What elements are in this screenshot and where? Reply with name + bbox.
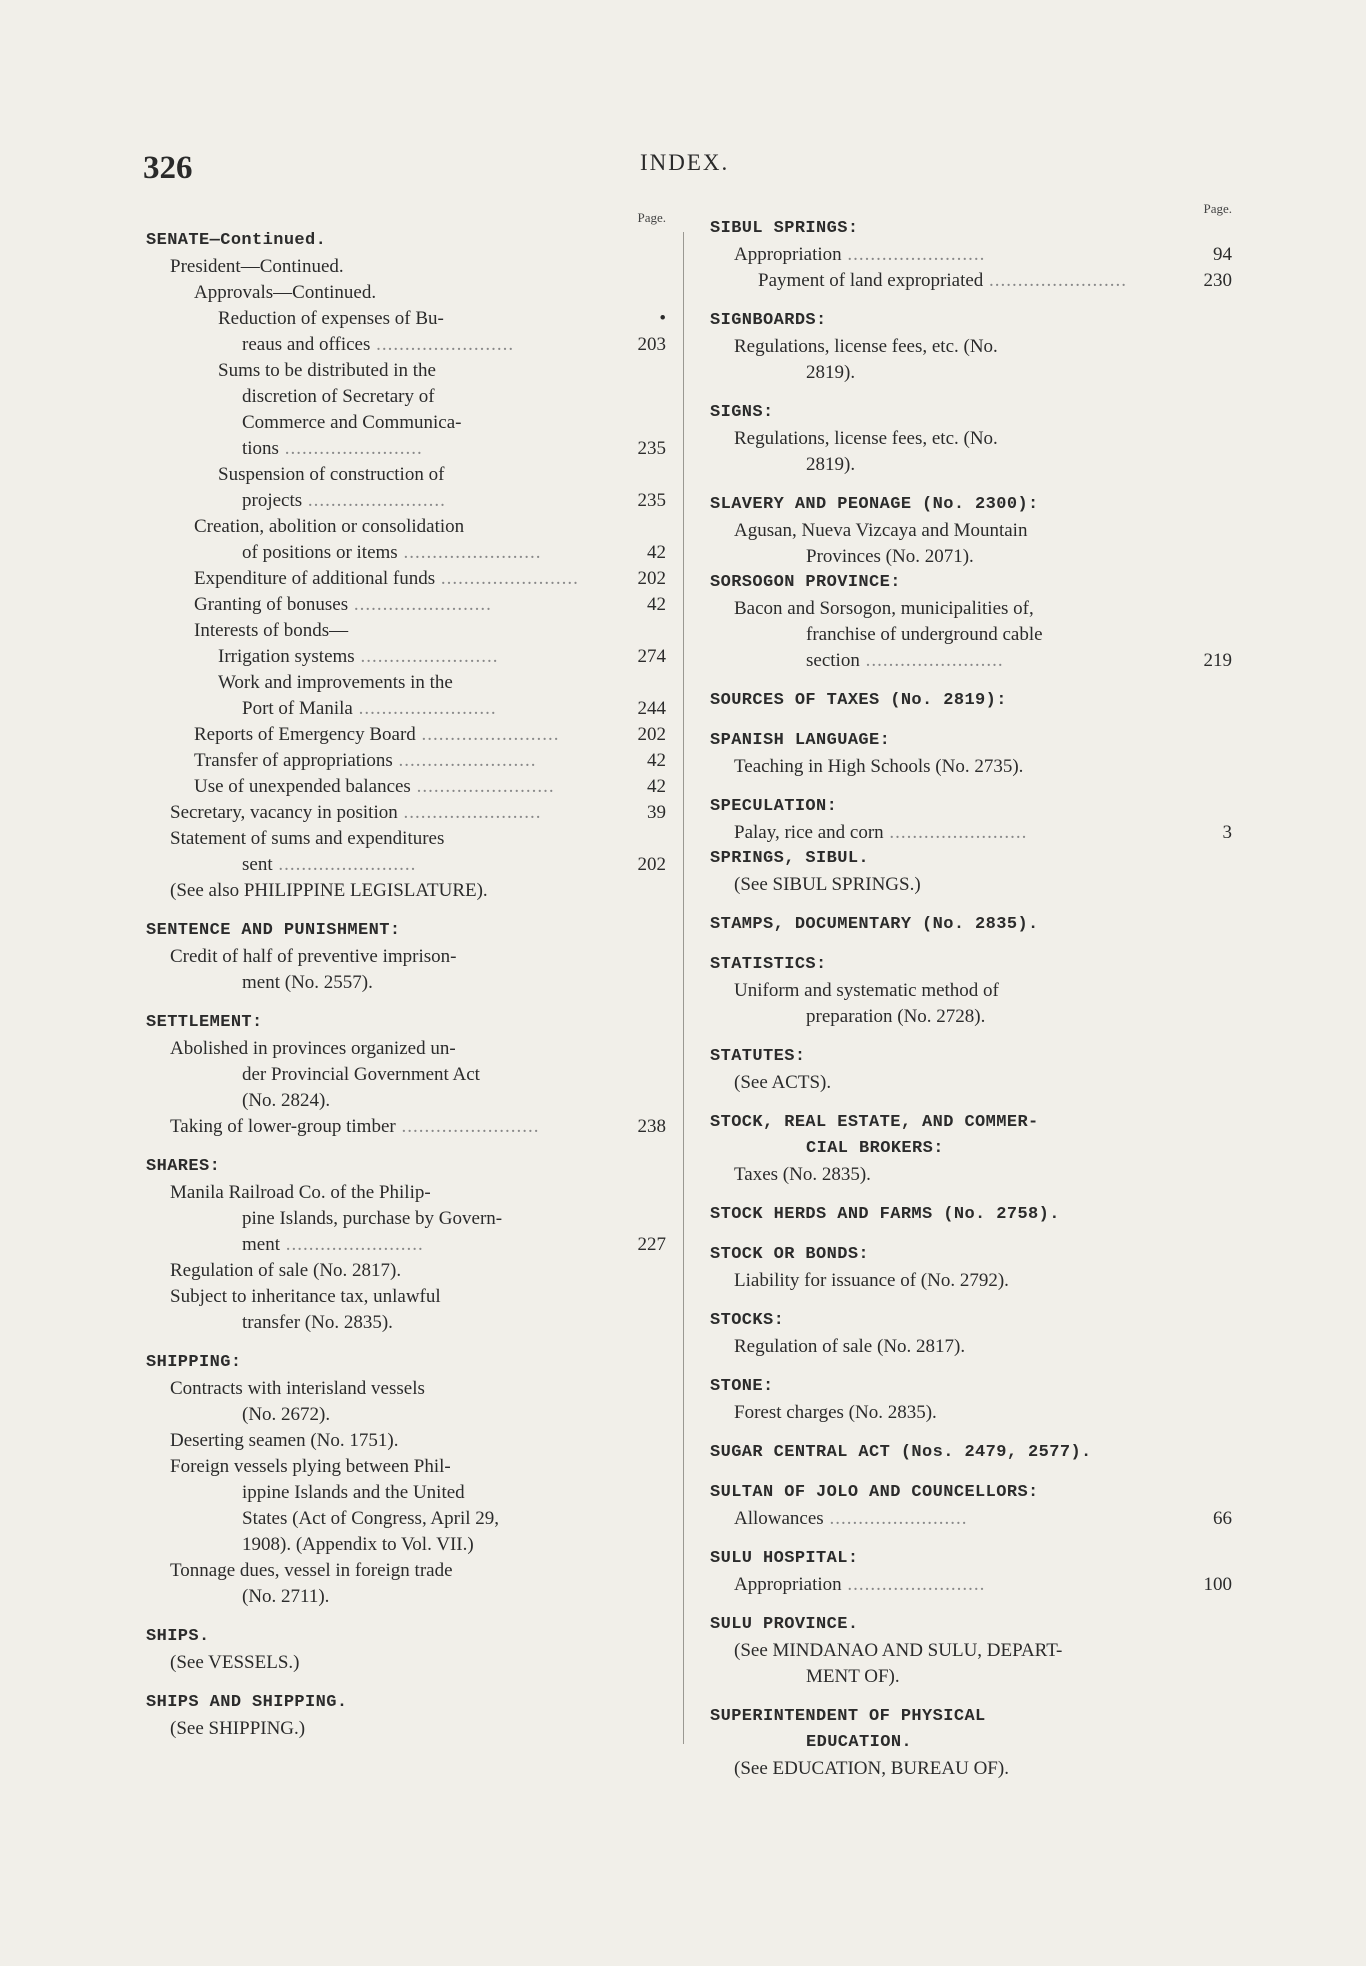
index-entry — [146, 1402, 666, 1428]
entry-text: Allowances — [734, 1508, 824, 1529]
index-entry — [146, 618, 666, 644]
entry-text: STOCK OR BONDS: — [710, 1245, 870, 1264]
index-entry — [146, 1376, 666, 1402]
page-ref: 202 — [637, 568, 666, 589]
entry-text: (No. 2824). — [242, 1090, 331, 1111]
entry-text: STATUTES: — [710, 1047, 806, 1066]
entry-text: Suspension of construction of — [218, 464, 445, 485]
index-entry — [146, 1584, 666, 1610]
dot-leader: ........................ — [370, 334, 515, 355]
entry-text: Credit of half of preventive imprison- — [170, 946, 457, 967]
index-entry — [710, 820, 1232, 846]
index-entry — [710, 452, 1232, 478]
entry-text: SHIPS AND SHIPPING. — [146, 1693, 348, 1712]
entry-text: SORSOGON PROVINCE: — [710, 573, 901, 592]
page-ref: 39 — [647, 802, 666, 823]
index-entry — [710, 1572, 1232, 1598]
entry-text: Palay, rice and corn — [734, 822, 884, 843]
entry-text: Regulation of sale (No. 2817). — [170, 1260, 402, 1281]
entry-text: ment (No. 2557). — [242, 972, 373, 993]
page-number: 326 — [143, 150, 193, 186]
index-entry — [146, 358, 666, 384]
index-entry — [146, 1506, 666, 1532]
index-entry — [146, 1232, 666, 1258]
index-entry — [146, 436, 666, 462]
entry-text: STOCKS: — [710, 1311, 785, 1330]
index-entry — [146, 1206, 666, 1232]
entry-text: ippine Islands and the United — [242, 1482, 465, 1503]
entry-text: SUGAR CENTRAL ACT (Nos. 2479, 2577). — [710, 1443, 1092, 1462]
page-ref: 238 — [637, 1116, 666, 1137]
entry-text: preparation (No. 2728). — [806, 1006, 986, 1027]
index-heading — [710, 570, 1232, 596]
entry-text: (See VESSELS.) — [170, 1652, 300, 1673]
dot-leader: ........................ — [397, 802, 542, 823]
page-ref: 202 — [637, 854, 666, 875]
index-entry — [146, 1062, 666, 1088]
index-heading — [710, 1308, 1232, 1334]
index-column-left — [146, 198, 666, 1742]
page-ref: 219 — [1203, 650, 1232, 671]
index-heading — [710, 1202, 1232, 1228]
page-ref: 42 — [647, 776, 666, 797]
entry-text: EDUCATION. — [806, 1733, 913, 1752]
entry-text: SIGNS: — [710, 403, 774, 422]
index-heading — [710, 1480, 1232, 1506]
entry-text: CIAL BROKERS: — [806, 1139, 944, 1158]
entry-text: STOCK, REAL ESTATE, AND COMMER- — [710, 1113, 1039, 1132]
index-heading — [146, 1690, 666, 1716]
running-head: INDEX. — [640, 150, 730, 175]
index-entry — [710, 596, 1232, 622]
entry-text: Port of Manila — [242, 698, 353, 719]
entry-text: Tonnage dues, vessel in foreign trade — [170, 1560, 453, 1581]
index-entry — [710, 1162, 1232, 1188]
page-ref: 3 — [1222, 822, 1232, 843]
index-entry — [146, 696, 666, 722]
entry-text: Uniform and systematic method of — [734, 980, 999, 1001]
entry-text: Regulations, license fees, etc. (No. — [734, 336, 998, 357]
entry-text: Teaching in High Schools (No. 2735). — [734, 756, 1024, 777]
entry-text: (See SHIPPING.) — [170, 1718, 306, 1739]
index-heading — [710, 1044, 1232, 1070]
index-entry — [710, 1400, 1232, 1426]
index-entry — [710, 622, 1232, 648]
index-heading — [710, 308, 1232, 334]
left-entries — [146, 198, 666, 1742]
index-entry — [146, 1088, 666, 1114]
entry-text: SULTAN OF JOLO AND COUNCELLORS: — [710, 1483, 1039, 1502]
entry-text: (See ACTS). — [734, 1072, 832, 1093]
index-heading — [146, 1154, 666, 1180]
index-entry — [146, 1036, 666, 1062]
dot-leader: ........................ — [823, 1508, 968, 1529]
index-entry — [146, 644, 666, 670]
dot-leader: ........................ — [410, 776, 555, 797]
index-entry — [146, 1428, 666, 1454]
entry-text: Secretary, vacancy in position — [170, 802, 398, 823]
entry-text: Payment of land expropriated — [758, 270, 984, 291]
entry-text: Irrigation systems — [218, 646, 355, 667]
entry-text: (See SIBUL SPRINGS.) — [734, 874, 921, 895]
dot-leader: ........................ — [859, 650, 1004, 671]
index-entry — [146, 1284, 666, 1310]
index-entry — [710, 268, 1232, 294]
dot-leader: ........................ — [354, 646, 499, 667]
entry-text: Granting of bonuses — [194, 594, 349, 615]
index-heading — [146, 918, 666, 944]
index-entry — [146, 748, 666, 774]
entry-text: STATISTICS: — [710, 955, 827, 974]
entry-text: of positions or items — [242, 542, 398, 563]
index-heading — [710, 216, 1232, 242]
index-entry — [146, 774, 666, 800]
entry-text: Reports of Emergency Board — [194, 724, 416, 745]
entry-text: STAMPS, DOCUMENTARY (No. 2835). — [710, 915, 1039, 934]
entry-text: Subject to inheritance tax, unlawful — [170, 1286, 441, 1307]
index-entry — [146, 1114, 666, 1140]
page-ref: 203 — [637, 334, 666, 355]
index-heading — [710, 1110, 1232, 1136]
dot-leader: ........................ — [983, 270, 1128, 291]
index-entry — [146, 332, 666, 358]
entry-text: Abolished in provinces organized un- — [170, 1038, 456, 1059]
dot-leader: ........................ — [302, 490, 446, 511]
index-heading — [710, 1440, 1232, 1466]
right-entries — [710, 198, 1232, 1782]
index-heading — [710, 1136, 1232, 1162]
index-entry — [146, 592, 666, 618]
entry-text: SENTENCE AND PUNISHMENT: — [146, 921, 401, 940]
entry-text: SUPERINTENDENT OF PHYSICAL — [710, 1707, 986, 1726]
entry-text: 1908). (Appendix to Vol. VII.) — [242, 1534, 474, 1555]
entry-text: Reduction of expenses of Bu- — [218, 308, 444, 329]
index-entry — [710, 1638, 1232, 1664]
index-heading — [146, 228, 666, 254]
entry-text: Deserting seamen (No. 1751). — [170, 1430, 399, 1451]
entry-text: Liability for issuance of (No. 2792). — [734, 1270, 1009, 1291]
index-entry — [710, 1268, 1232, 1294]
dot-leader: ........................ — [435, 568, 579, 589]
entry-text: President—Continued. — [170, 256, 344, 277]
dot-leader: ........................ — [352, 698, 497, 719]
entry-text: States (Act of Congress, April 29, — [242, 1508, 500, 1529]
index-entry — [710, 242, 1232, 268]
index-entry — [146, 1650, 666, 1676]
entry-text: projects — [242, 490, 303, 511]
page-column-label: Page. — [1203, 201, 1232, 216]
index-entry — [710, 1070, 1232, 1096]
dot-leader: ........................ — [278, 438, 423, 459]
entry-text: pine Islands, purchase by Govern- — [242, 1208, 503, 1229]
entry-text: Work and improvements in the — [218, 672, 453, 693]
page-ref: 244 — [637, 698, 666, 719]
entry-text: STONE: — [710, 1377, 774, 1396]
index-entry — [146, 1454, 666, 1480]
entry-text: SETTLEMENT: — [146, 1013, 263, 1032]
entry-text: SOURCES OF TAXES (No. 2819): — [710, 691, 1007, 710]
dot-leader: ........................ — [841, 244, 986, 265]
index-heading — [710, 1704, 1232, 1730]
dot-leader: ........................ — [883, 822, 1028, 843]
entry-text: SIBUL SPRINGS: — [710, 219, 859, 238]
index-entry — [710, 518, 1232, 544]
dot-leader: ........................ — [397, 542, 542, 563]
entry-text: Provinces (No. 2071). — [806, 546, 974, 567]
page-ref: • — [659, 308, 666, 329]
entry-text: SPANISH LANGUAGE: — [710, 731, 891, 750]
index-entry — [710, 648, 1232, 674]
index-entry — [710, 334, 1232, 360]
index-entry — [146, 514, 666, 540]
entry-text: Transfer of appropriations — [194, 750, 393, 771]
index-entry — [710, 978, 1232, 1004]
entry-text: der Provincial Government Act — [242, 1064, 480, 1085]
entry-text: STOCK HERDS AND FARMS (No. 2758). — [710, 1205, 1060, 1224]
entry-text: Approvals—Continued. — [194, 282, 377, 303]
index-entry — [146, 462, 666, 488]
index-entry — [146, 970, 666, 996]
entry-text: Statement of sums and expenditures — [170, 828, 445, 849]
index-entry — [146, 254, 666, 280]
dot-leader: ........................ — [392, 750, 537, 771]
entry-text: Appropriation — [734, 244, 842, 265]
entry-text: section — [806, 650, 860, 671]
index-entry — [146, 306, 666, 332]
entry-text: Forest charges (No. 2835). — [734, 1402, 937, 1423]
entry-text: 2819). — [806, 362, 856, 383]
index-entry — [146, 566, 666, 592]
index-entry — [146, 280, 666, 306]
index-entry — [146, 800, 666, 826]
entry-text: Taking of lower-group timber — [170, 1116, 396, 1137]
index-heading — [710, 1546, 1232, 1572]
index-entry — [146, 944, 666, 970]
entry-text: SLAVERY AND PEONAGE (No. 2300): — [710, 495, 1039, 514]
index-heading — [710, 400, 1232, 426]
dot-leader: ........................ — [280, 1234, 424, 1255]
page-ref: 202 — [637, 724, 666, 745]
index-entry — [146, 1532, 666, 1558]
page-ref: 66 — [1213, 1508, 1232, 1529]
page-ref: 230 — [1203, 270, 1232, 291]
index-entry — [710, 872, 1232, 898]
entry-text: tions — [242, 438, 279, 459]
entry-text: SENATE—Continued. — [146, 231, 327, 250]
index-heading — [710, 688, 1232, 714]
index-entry — [146, 1258, 666, 1284]
entry-text: Creation, abolition or consolidation — [194, 516, 465, 537]
entry-text: Regulations, license fees, etc. (No. — [734, 428, 998, 449]
page-ref: 42 — [647, 594, 666, 615]
entry-text: Use of unexpended balances — [194, 776, 411, 797]
entry-text: (No. 2711). — [242, 1586, 330, 1607]
index-heading — [710, 1374, 1232, 1400]
entry-text: reaus and offices — [242, 334, 371, 355]
column-divider — [683, 232, 684, 1744]
entry-text: Foreign vessels plying between Phil- — [170, 1456, 451, 1477]
index-heading — [146, 1010, 666, 1036]
index-entry — [710, 1506, 1232, 1532]
page-ref: 274 — [637, 646, 666, 667]
entry-text: SIGNBOARDS: — [710, 311, 827, 330]
entry-text: Taxes (No. 2835). — [734, 1164, 871, 1185]
entry-text: Commerce and Communica- — [242, 412, 462, 433]
entry-text: (See MINDANAO AND SULU, DEPART- — [734, 1640, 1063, 1661]
dot-leader: ........................ — [415, 724, 560, 745]
index-heading — [710, 912, 1232, 938]
index-entry — [146, 1480, 666, 1506]
index-heading — [710, 952, 1232, 978]
index-entry — [146, 722, 666, 748]
index-entry — [710, 544, 1232, 570]
index-entry — [710, 1664, 1232, 1690]
page-ref: 94 — [1213, 244, 1232, 265]
entry-text: Expenditure of additional funds — [194, 568, 436, 589]
entry-text: SHIPS. — [146, 1627, 210, 1646]
index-entry — [146, 670, 666, 696]
entry-text: SHIPPING: — [146, 1353, 242, 1372]
index-entry — [146, 852, 666, 878]
page-ref: 227 — [637, 1234, 666, 1255]
entry-text: ment — [242, 1234, 280, 1255]
entry-text: franchise of underground cable — [806, 624, 1043, 645]
index-heading — [146, 1350, 666, 1376]
index-heading — [710, 728, 1232, 754]
entry-text: Manila Railroad Co. of the Philip- — [170, 1182, 431, 1203]
page-ref: 100 — [1203, 1574, 1232, 1595]
page-ref: 235 — [637, 438, 666, 459]
dot-leader: ........................ — [395, 1116, 540, 1137]
index-entry — [146, 826, 666, 852]
index-entry — [146, 540, 666, 566]
entry-text: sent — [242, 854, 273, 875]
index-entry — [710, 1756, 1232, 1782]
index-entry — [146, 1180, 666, 1206]
entry-text: Agusan, Nueva Vizcaya and Mountain — [734, 520, 1028, 541]
page-column-label: Page. — [637, 210, 666, 225]
entry-text: Appropriation — [734, 1574, 842, 1595]
index-entry — [710, 1334, 1232, 1360]
page-ref: 42 — [647, 750, 666, 771]
index-heading — [710, 794, 1232, 820]
entry-text: 2819). — [806, 454, 856, 475]
entry-text: (See EDUCATION, BUREAU OF). — [734, 1758, 1009, 1779]
entry-text: (See also PHILIPPINE LEGISLATURE). — [170, 880, 488, 901]
index-column-right — [710, 198, 1232, 1782]
entry-text: SULU HOSPITAL: — [710, 1549, 859, 1568]
index-heading — [710, 492, 1232, 518]
entry-text: Bacon and Sorsogon, municipalities of, — [734, 598, 1034, 619]
entry-text: MENT OF). — [806, 1666, 900, 1687]
entry-text: (No. 2672). — [242, 1404, 331, 1425]
index-heading — [710, 1612, 1232, 1638]
entry-text: Sums to be distributed in the — [218, 360, 436, 381]
index-entry — [146, 1310, 666, 1336]
dot-leader: ........................ — [841, 1574, 986, 1595]
page-ref: 42 — [647, 542, 666, 563]
entry-text: Interests of bonds— — [194, 620, 349, 641]
entry-text: SULU PROVINCE. — [710, 1615, 859, 1634]
index-heading — [710, 846, 1232, 872]
index-entry — [146, 1558, 666, 1584]
index-entry — [710, 1004, 1232, 1030]
index-heading — [710, 1730, 1232, 1756]
index-entry — [146, 410, 666, 436]
index-entry — [146, 1716, 666, 1742]
index-heading — [710, 1242, 1232, 1268]
index-entry — [710, 426, 1232, 452]
entry-text: Contracts with interisland vessels — [170, 1378, 425, 1399]
index-entry — [710, 754, 1232, 780]
entry-text: transfer (No. 2835). — [242, 1312, 393, 1333]
index-entry — [146, 488, 666, 514]
dot-leader: ........................ — [272, 854, 417, 875]
index-entry — [146, 878, 666, 904]
page-ref: 235 — [637, 490, 666, 511]
index-entry — [146, 384, 666, 410]
entry-text: SPRINGS, SIBUL. — [710, 849, 870, 868]
index-heading — [146, 1624, 666, 1650]
entry-text: Regulation of sale (No. 2817). — [734, 1336, 966, 1357]
dot-leader: ........................ — [348, 594, 492, 615]
index-entry — [710, 360, 1232, 386]
entry-text: SHARES: — [146, 1157, 221, 1176]
entry-text: discretion of Secretary of — [242, 386, 435, 407]
entry-text: SPECULATION: — [710, 797, 838, 816]
